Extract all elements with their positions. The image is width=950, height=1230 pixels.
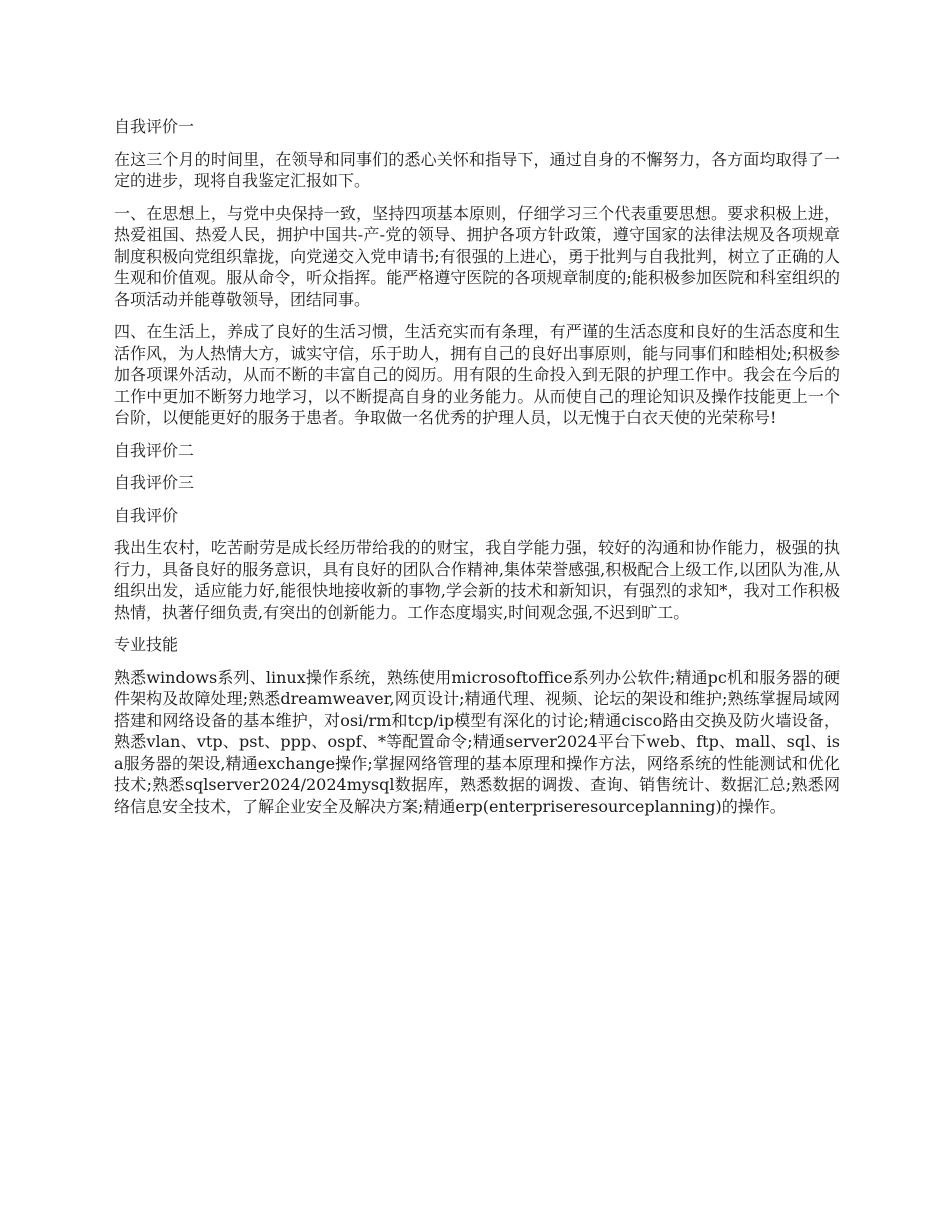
paragraph-personal: 我出生农村，吃苦耐劳是成长经历带给我的的财宝，我自学能力强，较好的沟通和协作能力，极强的执行力，具备良好的服务意识，具有良好的团队合作精神,集体荣誉感强,积极配合上级工作,以团队为准,从组织出发，适应能力好,能很快地接收新的事物,学会新的技术和新知识，有强烈的求知*，我对工作积极热情，执著仔细负责,有突出的创新能力。工作态度塌实,时间观念强,不迟到旷工。 [114, 538, 840, 622]
section-heading-skills: 专业技能 [114, 635, 179, 654]
section-heading-self-evaluation-2: 自我评价二 [114, 440, 195, 460]
paragraph-ideology: 一、在思想上，与党中央保持一致，坚持四项基本原则，仔细学习三个代表重要思想。要求积极上进，热爱祖国、热爱人民，拥护中国共-产-党的领导、拥护各项方针政策，遵守国家的法律法规及各项规章制度积极向党组织靠拢，向党递交入党申请书;有很强的上进心，勇于批判与自我批判，树立了正确的人生观和价值观。服从命令，听众指挥。能严格遵守医院的各项规章制度的;能积极参加医院和科室组织的各项活动并能尊敬领导，团结同事。 [114, 203, 840, 309]
paragraph-life: 四、在生活上，养成了良好的生活习惯，生活充实而有条理，有严谨的生活态度和良好的生活态度和生活作风，为人热情大方，诚实守信，乐于助人，拥有自己的良好出事原则，能与同事们和睦相处;积极参加各项课外活动，从而不断的丰富自己的阅历。用有限的生命投入到无限的护理工作中。我会在今后的工作中更加不断努力地学习，以不断提高自身的业务能力。从而使自己的理论知识及操作技能更上一个台阶，以便能更好的服务于患者。争取做一名优秀的护理人员，以无愧于白衣天使的光荣称号! [114, 322, 840, 427]
section-heading-self-evaluation-3: 自我评价三 [114, 473, 195, 492]
document-page [114, 116, 840, 828]
paragraph-skills: 熟悉windows系列、linux操作系统，熟练使用microsoftoffice系列办公软件;精通pc机和服务器的硬件架构及故障处理;熟悉dreamweaver,网页设计;精通代理、视频、论坛的架设和维护;熟练掌握局域网搭建和网络设备的基本维护，对osi/rm和tcp/ip模型有深化的讨论;精通cisco路由交换及防火墙设备，熟悉vlan、vtp、pst、ppp、ospf、*等配置命令;精通server2024平台下web、ftp、mall、sql、isa服务器的架设,精通exchange操作;掌握网络管理的基本原理和操作方法，网络系统的性能测试和优化技术;熟悉sqlserver2024/2024mysql数据库，熟悉数据的调拨、查询、销售统计、数据汇总;熟悉网络信息安全技术，了解企业安全及解决方案;精通erp(enterpriseresourceplanning)的操作。 [114, 667, 840, 816]
section-heading-self-evaluation-1: 自我评价一 [114, 117, 195, 136]
paragraph-intro: 在这三个月的时间里，在领导和同事们的悉心关怀和指导下，通过自身的不懈努力，各方面均取得了一定的进步，现将自我鉴定汇报如下。 [114, 149, 840, 190]
section-heading-self-evaluation: 自我评价 [114, 505, 179, 525]
